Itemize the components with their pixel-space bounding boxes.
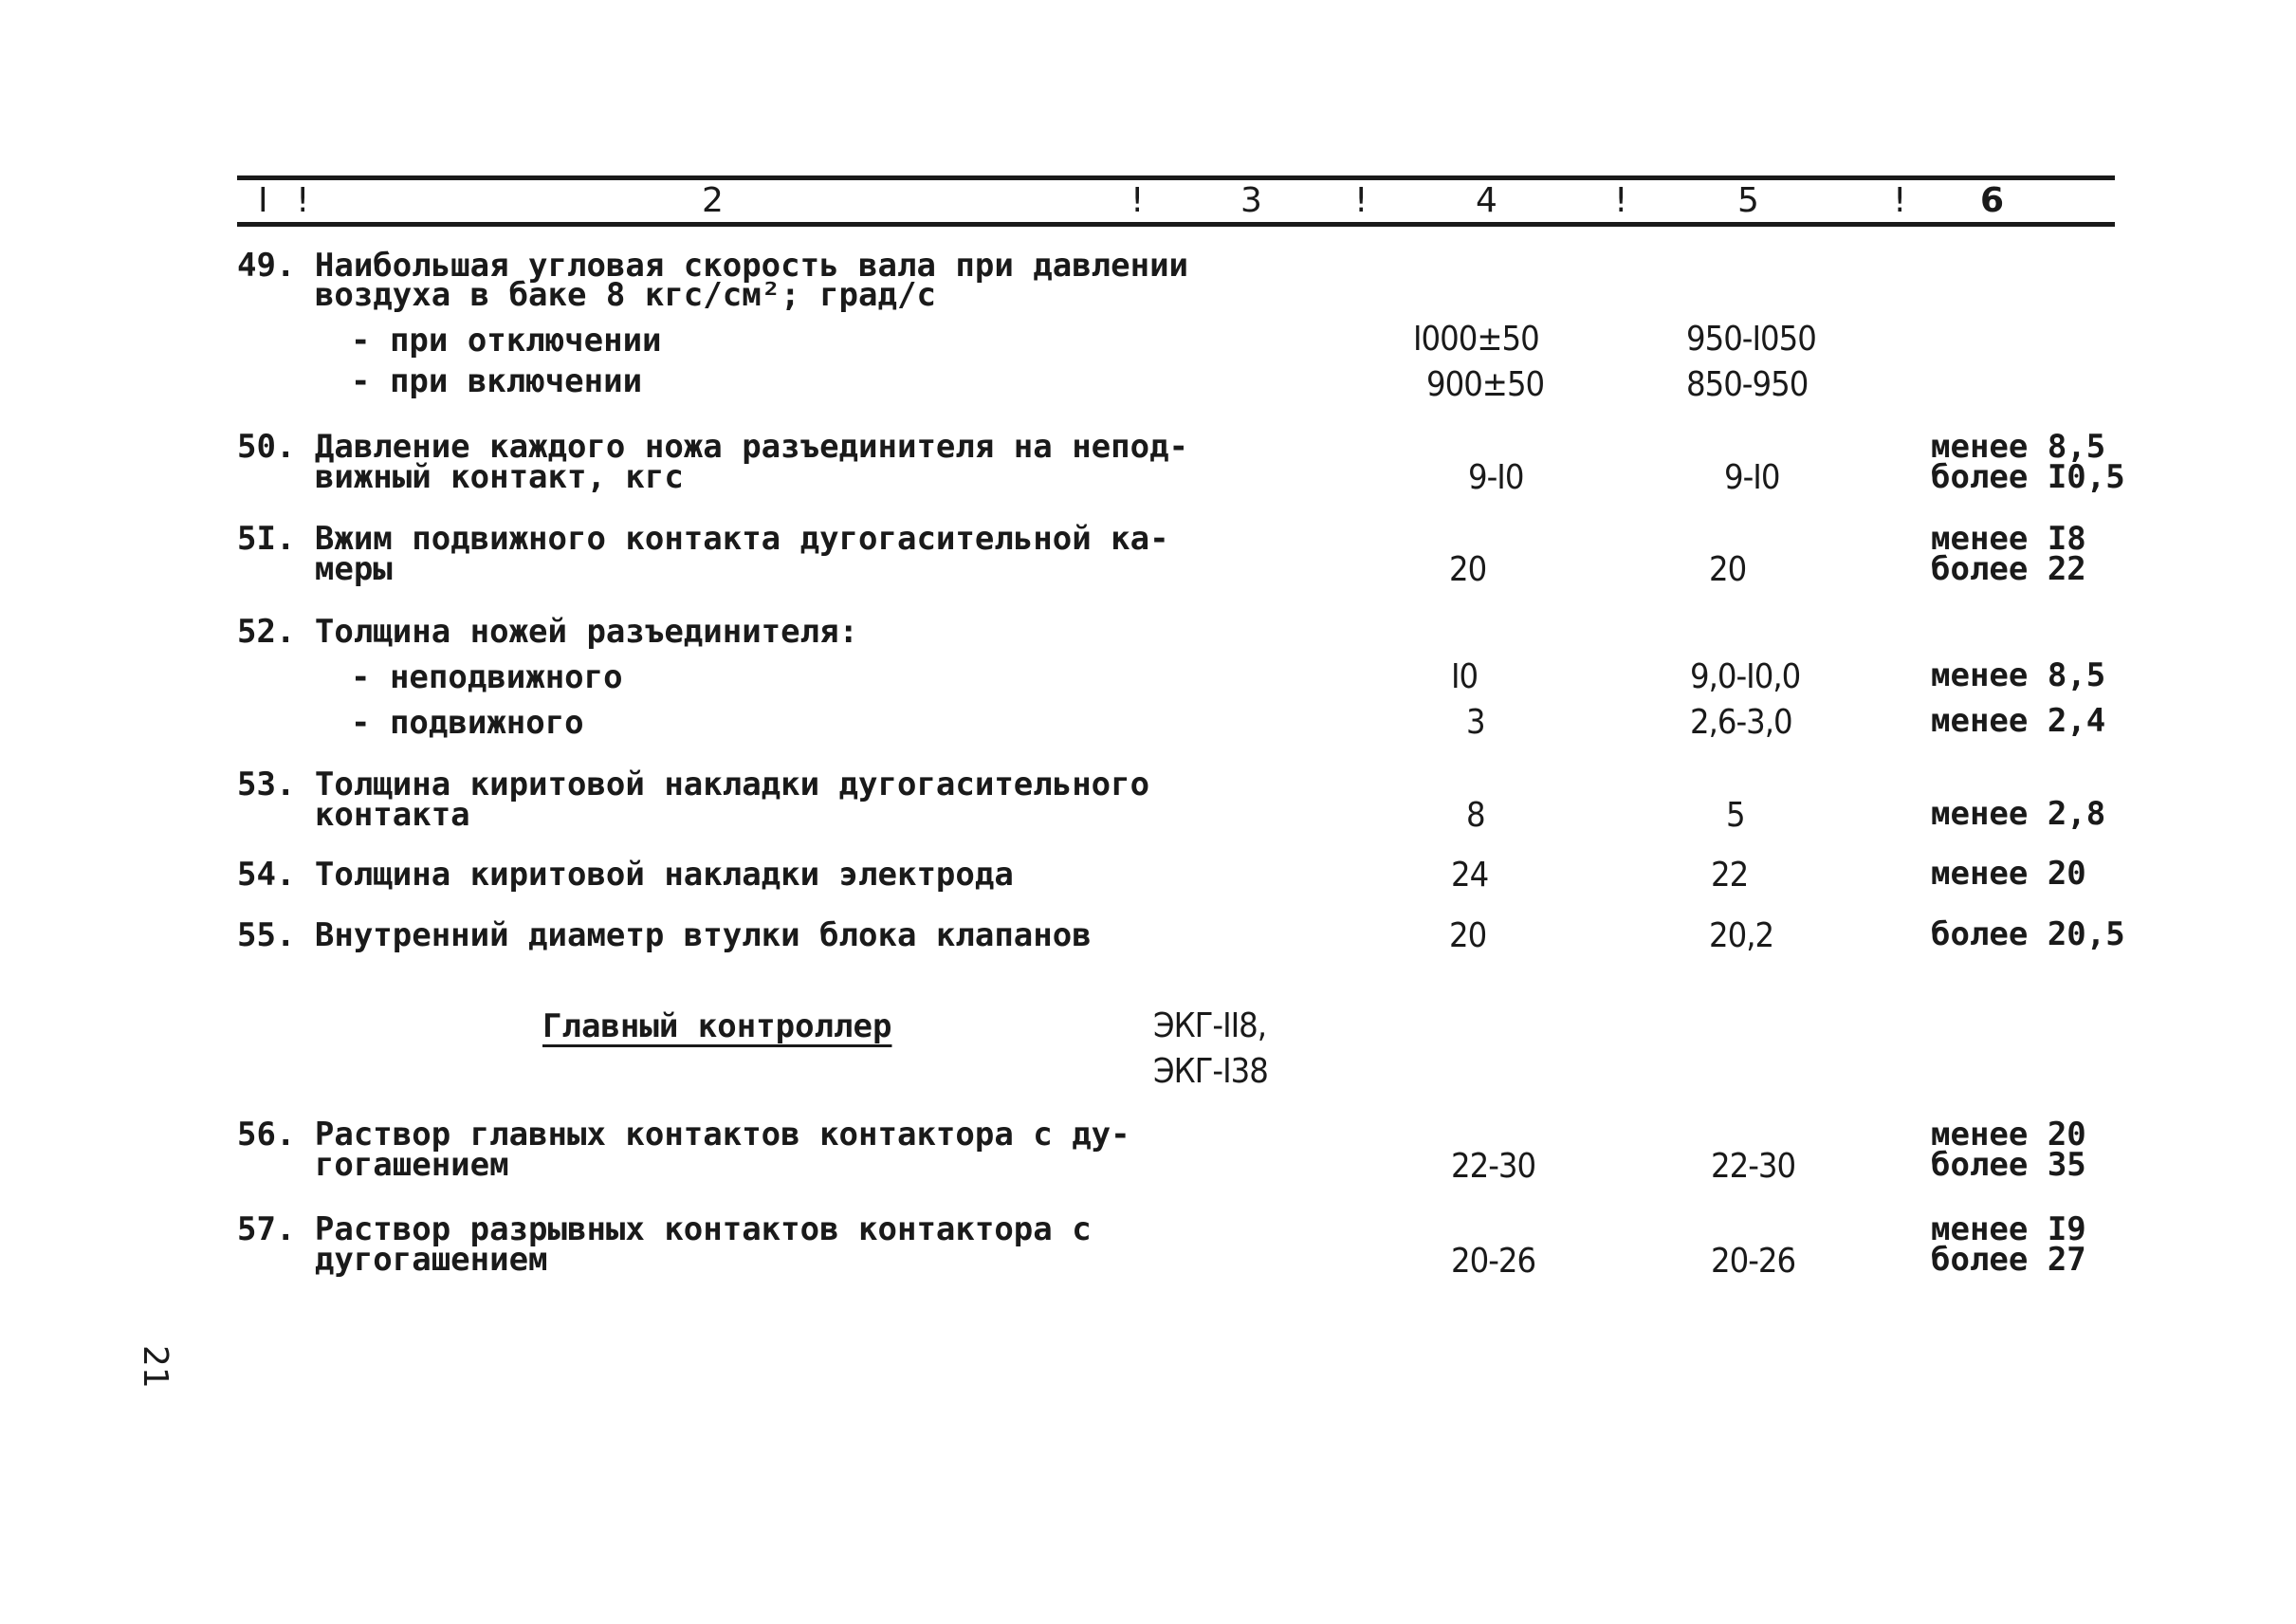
section-col3-line1: ЭКГ-II8, (1153, 1006, 1267, 1045)
header-separator: ! (1354, 181, 1368, 220)
row-56-text-line2: гогашением (237, 1146, 509, 1184)
row-53-col5: 5 (1726, 796, 1745, 835)
row-53-text-line2: контакта (237, 796, 470, 834)
table-top-rule (237, 175, 2115, 180)
row-51-col4: 20 (1449, 550, 1487, 589)
row-56-col5: 22-30 (1711, 1147, 1796, 1186)
section-col3-line2: ЭКГ-I38 (1153, 1052, 1268, 1091)
row-49-sub1-col5: 950-I050 (1686, 320, 1816, 359)
row-54-col5: 22 (1711, 856, 1749, 895)
header-separator: ! (296, 181, 310, 220)
row-52-sub2-col5: 2,6-3,0 (1690, 703, 1792, 742)
row-50-text-line2: вижный контакт, кгс (237, 458, 684, 496)
row-52-sub1-col4: I0 (1451, 657, 1479, 696)
row-49-text-line1: 49. Наибольшая угловая скорость вала при давлении (237, 247, 1189, 285)
row-51-col5: 20 (1709, 550, 1747, 589)
row-56-text-line1: 56. Раствор главных контактов контактора с ду- (237, 1116, 1130, 1153)
row-54-text: 54. Толщина киритовой накладки электрода (237, 856, 1014, 894)
row-57-text-line1: 57. Раствор разрывных контактов контактора с (237, 1210, 1092, 1248)
row-50-text-line1: 50. Давление каждого ножа разъединителя на непод- (237, 428, 1189, 466)
row-52-sub1-col5: 9,0-I0,0 (1690, 657, 1801, 696)
row-53-text-line1: 53. Толщина киритовой накладки дугогасительного (237, 766, 1150, 803)
row-50-col6-line2: более I0,5 (1931, 458, 2125, 496)
row-51-text-line2: меры (237, 550, 393, 588)
row-56-col4: 22-30 (1451, 1147, 1536, 1186)
row-55-text: 55. Внутренний диаметр втулки блока клапанов (237, 916, 1092, 954)
row-49-sub1-label: - при отключении (351, 322, 662, 360)
table-header-rule (237, 222, 2115, 227)
row-52-sub2-col4: 3 (1466, 703, 1485, 742)
row-50-col6-line1: менее 8,5 (1931, 428, 2106, 466)
row-57-col5: 20-26 (1711, 1242, 1796, 1281)
page-number: 21 (136, 1345, 174, 1389)
row-57-col4: 20-26 (1451, 1242, 1536, 1281)
row-54-col6: менее 20 (1931, 855, 2086, 893)
row-51-col6-line2: более 22 (1931, 550, 2086, 588)
header-col-6: 6 (1980, 181, 2005, 220)
row-57-text-line2: дугогашением (237, 1241, 548, 1279)
row-52-sub1-col6: менее 8,5 (1931, 656, 2106, 694)
section-title: Главный контроллер (542, 1007, 892, 1045)
row-49-sub2-col4: 900±50 (1426, 365, 1545, 404)
header-col-1: I (258, 181, 268, 220)
row-49-sub2-label: - при включении (351, 362, 643, 400)
row-53-col4: 8 (1466, 796, 1485, 835)
row-54-col4: 24 (1451, 856, 1489, 895)
row-49-text-line2: воздуха в баке 8 кгс/см²; град/с (237, 276, 936, 314)
row-57-col6-line2: более 27 (1931, 1241, 2086, 1279)
row-52-sub2-label: - подвижного (351, 704, 584, 742)
header-col-3: 3 (1240, 181, 1262, 220)
header-col-2: 2 (702, 181, 724, 220)
row-49-sub1-col4: I000±50 (1413, 320, 1539, 359)
row-51-col6-line1: менее I8 (1931, 520, 2086, 558)
header-col-5: 5 (1737, 181, 1759, 220)
row-56-col6-line1: менее 20 (1931, 1116, 2086, 1153)
row-49-sub2-col5: 850-950 (1686, 365, 1809, 404)
header-separator: ! (1893, 181, 1907, 220)
row-55-col4: 20 (1449, 916, 1487, 955)
row-52-sub2-col6: менее 2,4 (1931, 702, 2106, 740)
row-50-col5: 9-I0 (1724, 458, 1780, 497)
row-52-sub1-label: - неподвижного (351, 658, 623, 696)
row-56-col6-line2: более 35 (1931, 1146, 2086, 1184)
row-50-col4: 9-I0 (1468, 458, 1524, 497)
row-53-col6: менее 2,8 (1931, 795, 2106, 833)
header-separator: ! (1614, 181, 1628, 220)
row-52-text-line1: 52. Толщина ножей разъединителя: (237, 613, 859, 651)
row-51-text-line1: 5I. Вжим подвижного контакта дугогасительной ка- (237, 520, 1169, 558)
header-col-4: 4 (1476, 181, 1497, 220)
row-57-col6-line1: менее I9 (1931, 1210, 2086, 1248)
row-55-col5: 20,2 (1709, 916, 1774, 955)
header-separator: ! (1130, 181, 1145, 220)
row-55-col6: более 20,5 (1931, 915, 2125, 953)
